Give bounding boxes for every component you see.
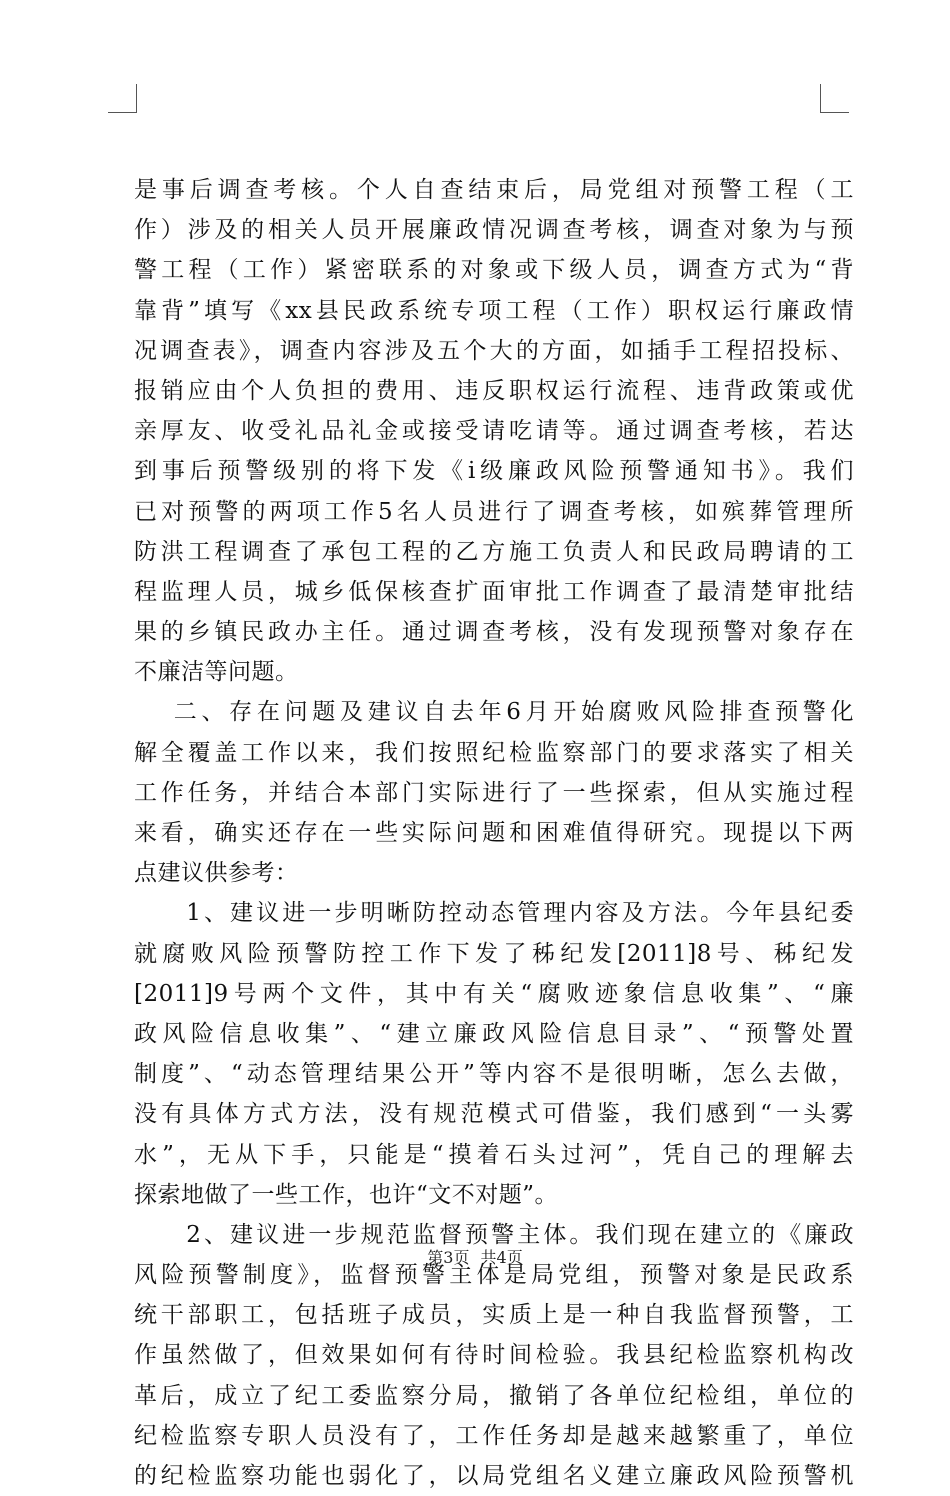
text-line: 政风险信息收集”、“建立廉政风险信息目录”、“预警处置 (134, 1020, 854, 1047)
text-line: 到事后预警级别的将下发《ⅰ级廉政风险预警通知书》。我们 (134, 458, 854, 485)
text-line: 2、建议进一步规范监督预警主体。我们现在建立的《廉政 (134, 1221, 854, 1248)
text-line: 统干部职工，包括班子成员，实质上是一种自我监督预警，工 (134, 1302, 854, 1329)
text-line: 警工程（工作）紧密联系的对象或下级人员，调查方式为“背 (134, 257, 854, 284)
text-line: 来看，确实还存在一些实际问题和困难值得研究。现提以下两 (134, 820, 854, 846)
text-line: 防洪工程调查了承包工程的乙方施工负责人和民政局聘请的工 (134, 538, 854, 565)
text-line: 就腐败风险预警防控工作下发了秭纪发[2011]8号、秭纪发 (134, 940, 854, 967)
text-line: 风险预警制度》，监督预警主体是局党组，预警对象是民政系 (134, 1262, 854, 1289)
text-line: 解全覆盖工作以来，我们按照纪检监察部门的要求落实了相关 (134, 739, 854, 766)
text-line: 已对预警的两项工作5名人员进行了调查考核，如殡葬管理所 (134, 498, 854, 525)
text-line: 亲厚友、收受礼品礼金或接受请吃请等。通过调查考核，若达 (134, 418, 854, 445)
text-line: 报销应由个人负担的费用、违反职权运行流程、违背政策或优 (134, 377, 854, 404)
text-line: 制度”、“动态管理结果公开”等内容不是很明晰，怎么去做， (134, 1061, 854, 1088)
text-line: 是事后调查考核。个人自查结束后，局党组对预警工程（工 (134, 177, 854, 203)
text-line: 作虽然做了，但效果如何有待时间检验。我县纪检监察机构改 (134, 1342, 854, 1369)
text-line: 的纪检监察功能也弱化了，以局党组名义建立廉政风险预警机 (134, 1463, 854, 1489)
crop-mark-top-right (820, 84, 849, 113)
text-line: 程监理人员，城乡低保核查扩面审批工作调查了最清楚审批结 (134, 578, 854, 605)
text-line: 1、建议进一步明晰防控动态管理内容及方法。今年县纪委 (134, 900, 854, 927)
text-line: 点建议供参考： (134, 860, 299, 887)
text-line: [2011]9号两个文件，其中有关“腐败迹象信息收集”、“廉 (134, 980, 854, 1007)
text-line: 作）涉及的相关人员开展廉政情况调查考核，调查对象为与预 (134, 217, 854, 244)
document-body (134, 170, 854, 1496)
text-line: 探索地做了一些工作，也许“文不对题”。 (134, 1181, 559, 1208)
page-total: 共4页 (480, 1248, 523, 1267)
text-line: 不廉洁等问题。 (134, 659, 299, 686)
text-line: 革后，成立了纪工委监察分局，撤销了各单位纪检组，单位的 (134, 1382, 854, 1409)
text-line: 纪检监察专职人员没有了，工作任务却是越来越繁重了，单位 (134, 1422, 854, 1449)
page-number: 第3页 (427, 1248, 470, 1267)
text-line: 况调查表》，调查内容涉及五个大的方面，如插手工程招投标、 (134, 337, 854, 364)
text-line: 没有具体方式方法，没有规范模式可借鉴，我们感到“一头雾 (134, 1101, 854, 1128)
text-line: 工作任务，并结合本部门实际进行了一些探索，但从实施过程 (134, 779, 854, 806)
crop-mark-top-left (108, 84, 137, 113)
text-line: 二、存在问题及建议自去年6月开始腐败风险排查预警化 (134, 699, 854, 726)
text-line: 靠背”填写《xx县民政系统专项工程（工作）职权运行廉政情 (134, 297, 854, 324)
text-line: 果的乡镇民政办主任。通过调查考核，没有发现预警对象存在 (134, 619, 854, 646)
text-line: 水”，无从下手，只能是“摸着石头过河”，凭自己的理解去 (134, 1141, 854, 1168)
page-footer (0, 1245, 950, 1268)
